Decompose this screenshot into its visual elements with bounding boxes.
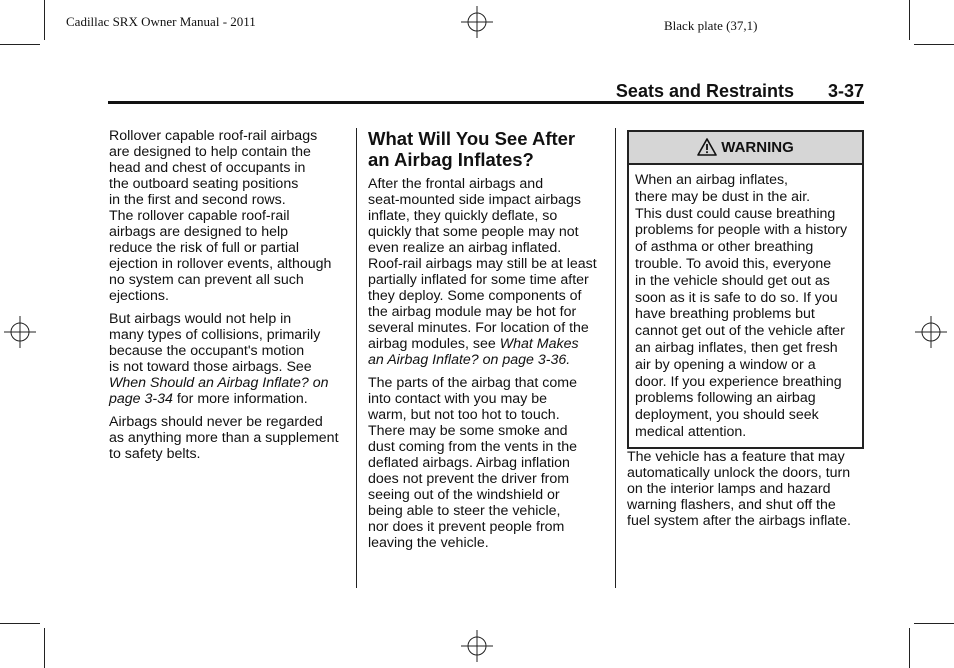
- plate-label-left: Cadillac SRX Owner Manual - 2011: [66, 14, 256, 29]
- crop-mark: [914, 623, 954, 624]
- text-fragment: airbag modules, see: [368, 336, 500, 352]
- text-line: seeing out of the windshield or: [368, 487, 560, 503]
- crop-mark: [0, 44, 40, 45]
- text-line: have breathing problems but: [635, 306, 815, 323]
- heading-line: an Airbag Inflates?: [368, 149, 534, 170]
- crop-mark: [909, 0, 910, 40]
- crop-mark: [44, 628, 45, 668]
- text-line: The parts of the airbag that come: [368, 375, 577, 391]
- text-line: nor does it prevent people from: [368, 519, 565, 535]
- text-line: as anything more than a supplement: [109, 430, 339, 446]
- text-line: many types of collisions, primarily: [109, 327, 321, 343]
- text-line: quickly that some people may not: [368, 224, 579, 240]
- text-line: Rollover capable roof-rail airbags: [109, 128, 318, 144]
- text-line: because the occupant's motion: [109, 343, 305, 359]
- text-line: deflated airbags. Airbag inflation: [368, 455, 570, 471]
- registration-mark-icon: [4, 316, 36, 348]
- text-line: warm, but not too hot to touch.: [368, 407, 560, 423]
- text-line: are designed to help contain the: [109, 144, 311, 160]
- text-line: This dust could cause breathing: [635, 205, 836, 222]
- text-line: Roof-rail airbags may still be at least: [368, 256, 597, 272]
- text-line: reduce the risk of full or partial: [109, 240, 300, 256]
- text-line: [109, 391, 349, 407]
- text-line: There may be some smoke and: [368, 423, 568, 439]
- text-line: Airbags should never be regarded: [109, 414, 323, 430]
- column-right: [627, 130, 864, 536]
- text-line: even realize an airbag inflated.: [368, 240, 562, 256]
- crop-mark: [914, 44, 954, 45]
- text-line: partially inflated for some time after: [368, 272, 589, 288]
- text-line: in the vehicle should get out as: [635, 272, 830, 289]
- text-line: there may be dust in the air.: [635, 188, 811, 205]
- registration-mark-icon: [461, 630, 493, 662]
- column-middle: [368, 128, 608, 558]
- text-line: problems following an airbag: [635, 390, 816, 407]
- paragraph: [368, 176, 608, 368]
- column-left: [109, 128, 349, 469]
- text-line: head and chest of occupants in: [109, 160, 306, 176]
- text-line: But airbags would not help in: [109, 311, 292, 327]
- warning-body: [629, 165, 862, 447]
- page-header: [108, 80, 864, 100]
- text-line: [109, 375, 349, 391]
- text-line: in the first and second rows.: [109, 192, 286, 208]
- text-line: automatically unlock the doors, turn: [627, 464, 851, 481]
- warning-header: [629, 132, 862, 165]
- text-line: medical attention.: [635, 423, 747, 440]
- warning-title: WARNING: [721, 139, 794, 156]
- text-line: trouble. To avoid this, everyone: [635, 255, 832, 272]
- text-line: several minutes. For location of the: [368, 320, 589, 336]
- text-line: fuel system after the airbags inflate.: [627, 512, 851, 529]
- text-line: After the frontal airbags and: [368, 176, 544, 192]
- text-line: airbags are designed to help: [109, 224, 289, 240]
- text-line: an airbag inflates, then get fresh: [635, 339, 838, 356]
- page-number: 3-37: [827, 81, 864, 101]
- text-line: does not prevent the driver from: [368, 471, 570, 487]
- crop-mark: [44, 0, 45, 40]
- text-line: of asthma or other breathing: [635, 239, 814, 256]
- text-line: door. If you experience breathing: [635, 373, 842, 390]
- text-line: is not toward those airbags. See: [109, 359, 312, 375]
- cross-reference-link[interactable]: page 3-34: [109, 391, 173, 407]
- text-fragment: .: [566, 352, 571, 368]
- registration-mark-icon: [915, 316, 947, 348]
- text-line: inflate, they quickly deflate, so: [368, 208, 558, 224]
- column-divider: [356, 128, 357, 588]
- heading-line: What Will You See After: [368, 128, 576, 149]
- text-line: The rollover capable roof-rail: [109, 208, 290, 224]
- paragraph: [109, 128, 349, 304]
- text-fragment: for more information.: [172, 391, 308, 407]
- paragraph: [109, 414, 349, 462]
- text-line: problems for people with a history: [635, 222, 848, 239]
- text-line: into contact with you may be: [368, 391, 548, 407]
- text-line: [368, 352, 608, 368]
- text-line: ejection in rollover events, although: [109, 256, 332, 272]
- text-line: dust coming from the vents in the: [368, 439, 577, 455]
- text-line: the outboard seating positions: [109, 176, 299, 192]
- header-rule: [108, 101, 864, 104]
- crop-mark: [0, 623, 40, 624]
- cross-reference-link[interactable]: When Should an Airbag Inflate? on: [109, 375, 329, 391]
- text-line: deployment, you should seek: [635, 407, 819, 424]
- text-line: The vehicle has a feature that may: [627, 448, 845, 465]
- text-line: on the interior lamps and hazard: [627, 480, 831, 497]
- column-divider: [615, 128, 616, 588]
- text-line: soon as it is safe to do so. If you: [635, 289, 838, 306]
- text-line: [368, 336, 608, 352]
- text-line: air by opening a window or a: [635, 356, 816, 373]
- text-line: being able to steer the vehicle,: [368, 503, 561, 519]
- section-title: Seats and Restraints: [615, 81, 794, 101]
- registration-mark-icon: [461, 6, 493, 38]
- plate-label-right: Black plate (37,1): [664, 18, 758, 33]
- text-line: ejections.: [109, 288, 169, 304]
- cross-reference-link[interactable]: What Makes: [499, 336, 579, 352]
- cross-reference-link[interactable]: an Airbag Inflate? on page 3-36: [368, 352, 567, 368]
- paragraph: [368, 375, 608, 551]
- warning-box: [627, 130, 864, 449]
- text-line: warning flashers, and shut off the: [627, 496, 836, 513]
- paragraph: [627, 449, 864, 529]
- text-line: cannot get out of the vehicle after: [635, 323, 845, 340]
- crop-mark: [909, 628, 910, 668]
- text-line: they deploy. Some components of: [368, 288, 582, 304]
- text-line: leaving the vehicle.: [368, 535, 489, 551]
- text-line: no system can prevent all such: [109, 272, 304, 288]
- text-line: seat-mounted side impact airbags: [368, 192, 581, 208]
- text-line: the airbag module may be hot for: [368, 304, 577, 320]
- paragraph: [109, 311, 349, 407]
- text-line: to safety belts.: [109, 446, 201, 462]
- warning-triangle-icon: [697, 138, 717, 156]
- section-heading: [368, 128, 608, 170]
- text-line: When an airbag inflates,: [635, 172, 789, 188]
